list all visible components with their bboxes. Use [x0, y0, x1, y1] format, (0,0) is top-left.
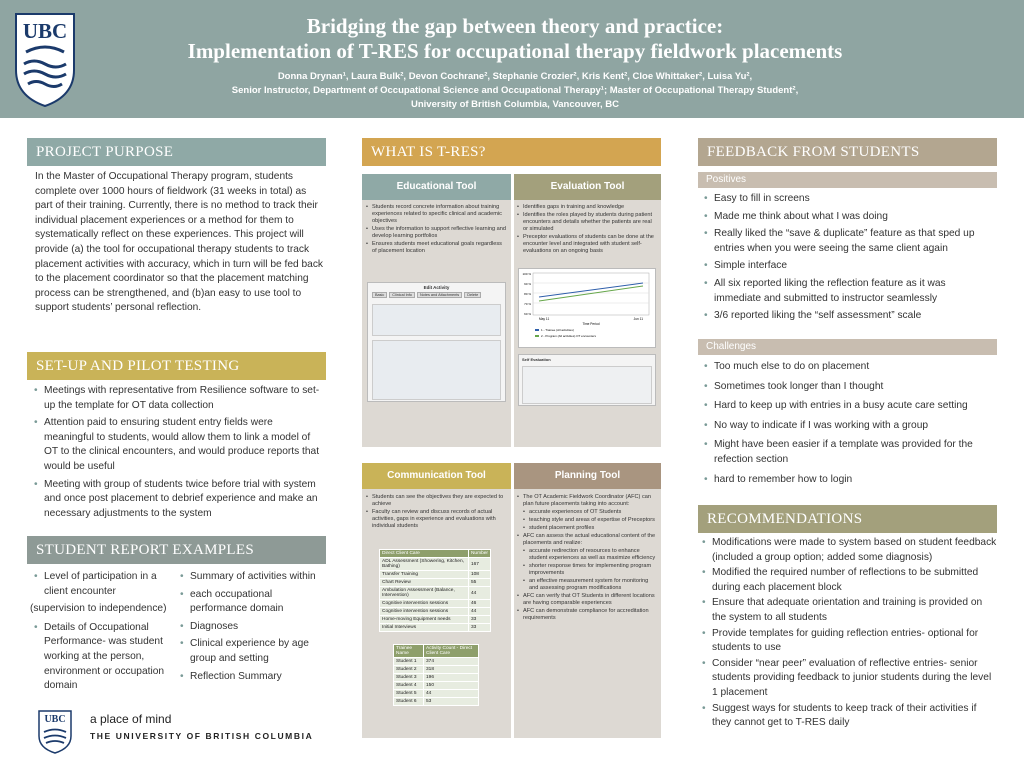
educational-tool-list [366, 204, 508, 256]
tab-clinical-info: Clinical Info [389, 292, 415, 298]
title-line-2: Implementation of T-RES for occupational therapy fieldwork placements [187, 39, 843, 63]
authors-block [90, 70, 940, 112]
y-tick: 80 % [524, 292, 531, 296]
report-item: • Diagnoses [178, 620, 326, 635]
plan-subitem: • an effective measurement system for monitoring and assessing program modifications [517, 578, 658, 592]
recommendations-list [700, 536, 997, 732]
challenge-item: • Sometimes took longer than I thought [702, 380, 994, 395]
table-cell: 33 [468, 624, 490, 632]
report-item: • Details of Occupational Performance- was student working at the person, environment or occupation domain [32, 621, 182, 694]
recommendation-item: • Provide templates for guiding reflection entries- optional for students to use [700, 627, 997, 656]
table-cell: Student 3 [394, 674, 424, 682]
positive-item: • Made me think about what I was doing [702, 210, 994, 225]
challenges-label: Challenges [698, 339, 997, 355]
table-cell: Student 4 [394, 682, 424, 690]
table-cell: 150 [424, 682, 479, 690]
project-purpose-heading: PROJECT PURPOSE [27, 138, 326, 166]
table-cell: Cognitive intervention sessions [380, 608, 469, 616]
ubc-footer-crest-icon [38, 710, 72, 754]
edu-item: • Uses the information to support reflective learning and develop learning portfolios [366, 226, 508, 240]
title-line-1: Bridging the gap between theory and practice: [306, 14, 724, 38]
communication-tool-title: Communication Tool [362, 463, 511, 489]
edu-item: • Ensures students meet educational goals regardless of placement location [366, 241, 508, 255]
report-item: • Summary of activities within [178, 570, 326, 585]
challenge-item: • Might have been easier if a template was provided for the refection section [702, 438, 994, 467]
positive-item: • Simple interface [702, 259, 994, 274]
y-tick: 60 % [524, 312, 531, 316]
eval-item: • Preceptor evaluations of students can be done at the encounter level and integrated with student self-evaluations on an ongoing basis [517, 234, 658, 255]
y-tick: 90 % [524, 282, 531, 286]
table-cell: 44 [468, 587, 490, 600]
student-reports-heading: STUDENT REPORT EXAMPLES [27, 536, 326, 564]
tab-basic: Basic [372, 292, 387, 298]
table-cell: Student 2 [394, 666, 424, 674]
form-section [372, 304, 501, 336]
positive-item: • Easy to fill in screens [702, 192, 994, 207]
table-cell: 55 [468, 579, 490, 587]
report-note: (supervision to independence) [30, 603, 167, 615]
challenge-item: • Hard to keep up with entries in a busy acute care setting [702, 399, 994, 414]
challenge-item: • Too much else to do on placement [702, 360, 994, 375]
plan-subitem: • teaching style and areas of expertise of Preceptors [517, 517, 658, 524]
edu-item: • Students record concrete information about training experiences related to specific clinical and academic objectives [366, 204, 508, 225]
positive-item: • 3/6 reported liking the “self assessment” scale [702, 309, 994, 324]
positives-label: Positives [698, 172, 997, 188]
form-section [372, 340, 501, 400]
edit-activity-tabs [368, 290, 505, 300]
eval-item: • Identifies gaps in training and knowledge [517, 204, 658, 211]
plan-item: • AFC can demonstrate compliance for accreditation requirements [517, 608, 658, 622]
challenges-list [702, 360, 994, 490]
table-header: Activity Count - Direct Client Care [424, 645, 479, 658]
communication-tool-list [366, 494, 508, 531]
table-cell: Student 1 [394, 658, 424, 666]
tab-notes: Notes and Attachments [417, 292, 462, 298]
self-evaluation-fields [522, 366, 652, 404]
reports-left-list [32, 570, 182, 697]
table-cell: Home-moving Equipment needs [380, 616, 469, 624]
evaluation-tool-list [517, 204, 658, 256]
table-cell: Initial Interviews [380, 624, 469, 632]
university: University of British Columbia, Vancouver, BC [411, 99, 619, 110]
poster-title [90, 14, 940, 64]
y-tick: 100 % [522, 272, 531, 276]
recommendations-heading: RECOMMENDATIONS [698, 505, 997, 533]
planning-tool-title: Planning Tool [514, 463, 661, 489]
tab-delete: Delete [464, 292, 481, 298]
self-evaluation-screenshot [518, 354, 656, 406]
evaluation-chart-screenshot [518, 268, 656, 348]
table-cell: 196 [424, 674, 479, 682]
self-evaluation-title: Self Evaluation [522, 357, 551, 362]
report-item: • Level of participation in a client encounter [32, 570, 182, 599]
feedback-heading: FEEDBACK FROM STUDENTS [698, 138, 997, 166]
table-header: Direct Client Care [380, 550, 469, 558]
footer-logo-text: UBC [44, 714, 66, 725]
table-cell: Student 6 [394, 698, 424, 706]
plan-subitem: • accurate experiences of OT Students [517, 509, 658, 516]
trainee-activity-table [393, 644, 479, 706]
table-cell: 108 [468, 571, 490, 579]
edit-activity-screenshot [367, 282, 506, 402]
recommendation-item: • Modifications were made to system based on student feedback (included a group option; added some diagnosis) [700, 536, 997, 565]
table-cell: 46 [468, 600, 490, 608]
reports-right-list [178, 570, 326, 687]
comm-item: • Students can see the objectives they are expected to achieve [366, 494, 508, 508]
table-cell: Student 5 [394, 690, 424, 698]
table-header: Trainee Name [394, 645, 424, 658]
table-cell: 318 [424, 666, 479, 674]
table-cell: Chart Review [380, 579, 469, 587]
setup-body [32, 384, 324, 524]
report-item: • Reflection Summary [178, 670, 326, 685]
poster-header [0, 0, 1024, 118]
evaluation-tool-title: Evaluation Tool [514, 174, 661, 200]
eval-item: • Identifies the roles played by students during patient encounters and details whether the patients are real or simulated [517, 212, 658, 233]
evaluation-line-chart [519, 269, 655, 347]
what-is-tres-heading: WHAT IS T-RES? [362, 138, 661, 166]
recommendation-item: • Consider “near peer” evaluation of reflective entries- senior students providing feedback to junior students during the level 1 placement [700, 657, 997, 701]
table-cell: 44 [468, 608, 490, 616]
authors: Donna Drynan¹, Laura Bulk², Devon Cochrane², Stephanie Crozier², Kris Kent², Cloe Whittaker², Luisa Yu², [277, 71, 753, 82]
recommendation-item: • Modified the required number of reflections to be submitted during each placement block [700, 566, 997, 595]
plan-subitem: • accurate redirection of resources to enhance student experiences as well as maximize efficiency [517, 548, 658, 562]
table-cell: 374 [424, 658, 479, 666]
legend-swatch-2 [535, 335, 539, 337]
positive-item: • All six reported liking the reflection feature as it was immediate and submitted to instructor seamlessly [702, 277, 994, 306]
x-end-label: Jun 11 [633, 317, 643, 321]
report-item: • each occupational performance domain [178, 588, 326, 617]
legend-entry-1: 1 - Trainee (All activities) [541, 328, 574, 332]
table-cell: 53 [424, 698, 479, 706]
report-item: • Clinical experience by age group and setting [178, 637, 326, 666]
table-cell: Cognitive intervention sessions [380, 600, 469, 608]
recommendation-item: • Ensure that adequate orientation and training is provided on the system to all students [700, 596, 997, 625]
challenge-item: • hard to remember how to login [702, 473, 994, 488]
comm-item: • Faculty can review and discuss records of actual activities, gaps in experience and evaluations with individual students [366, 509, 508, 530]
plan-subitem: • shorter response times for implementing program improvements [517, 563, 658, 577]
positives-list [702, 192, 994, 327]
plan-item: • The OT Academic Fieldwork Coordinator (AFC) can plan future placements taking into account: [517, 494, 658, 508]
project-purpose-body: In the Master of Occupational Therapy program, students complete over 1000 hours of fieldwork (31 weeks in total) as part of their training. Currently, there is no method to track their individual placement experiences or a method for them to systematically reflect on these experiences. This project will provide (a) the tool for occupational therapy students to track placement activities with accuracy, which in turn will be fed back to the placement coordinator so that the placement matching process can be strengthened, and (b)an easy to use tool to support students’ personal reflection. [35, 171, 324, 314]
table-cell: Transfer Training [380, 571, 469, 579]
plan-item: • AFC can assess the actual educational content of the placements and realize: [517, 533, 658, 547]
ubc-crest-icon [14, 12, 76, 108]
challenge-item: • No way to indicate if I was working with a group [702, 419, 994, 434]
table-cell: 167 [468, 558, 490, 571]
direct-client-care-table [379, 549, 491, 632]
x-start-label: May 11 [539, 317, 550, 321]
legend-entry-2: 2 - Program (All activities) OT encounters [541, 334, 596, 338]
affiliation: Senior Instructor, Department of Occupational Science and Occupational Therapy¹; Master of Occupational Therapy Student², [231, 85, 799, 96]
x-axis-label: Time Period [582, 322, 600, 326]
recommendation-item: • Suggest ways for students to keep track of their activities if they cannot get to T-RES daily [700, 702, 997, 731]
plan-item: • AFC can verify that OT Students in different locations are having comparable experiences [517, 593, 658, 607]
y-tick: 70 % [524, 302, 531, 306]
footer-tagline: a place of mind [90, 712, 172, 726]
logo-text: UBC [22, 19, 68, 43]
setup-item: • Meeting with group of students twice before trial with system and once post placement to debrief experience and make an necessary adjustments to the system [32, 478, 324, 522]
setup-item: • Meetings with representative from Resilience software to set-up the template for OT data collection [32, 384, 324, 413]
table-cell: Ambulation Assessment (Balance, Intervention) [380, 587, 469, 600]
setup-item: • Attention paid to ensuring student entry fields were meaningful to students, would allow them to link a model of OT to the clinical encounters, and would produce reports that would be useful [32, 416, 324, 474]
setup-heading: SET-UP AND PILOT TESTING [27, 352, 326, 380]
positive-item: • Really liked the “save & duplicate” feature as that sped up entries when you were seeing the same client again [702, 227, 994, 256]
table-cell: 44 [424, 690, 479, 698]
table-cell: ADL Assessment (Showering, Kitchen, Bathing) [380, 558, 469, 571]
educational-tool-title: Educational Tool [362, 174, 511, 200]
edit-activity-title: Edit Activity [423, 285, 450, 290]
plan-subitem: • student placement profiles [517, 525, 658, 532]
planning-tool-list [517, 494, 658, 623]
table-header: Number [468, 550, 490, 558]
table-cell: 33 [468, 616, 490, 624]
footer-university: THE UNIVERSITY OF BRITISH COLUMBIA [90, 731, 314, 741]
legend-swatch-1 [535, 329, 539, 331]
